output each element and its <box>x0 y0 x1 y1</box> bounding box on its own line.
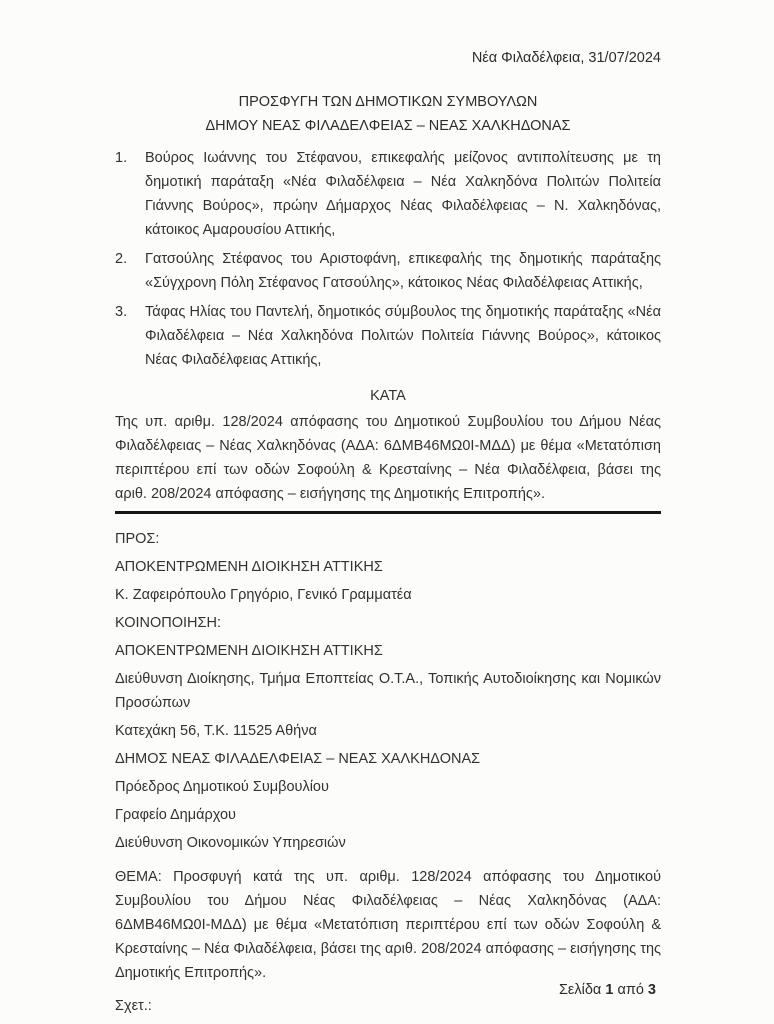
recipient-line-notification: ΚΟΙΝΟΠΟΙΗΣΗ: <box>115 615 221 631</box>
footer-page-number: 1 <box>605 982 614 998</box>
recipient-line-municipality: ΔΗΜΟΣ ΝΕΑΣ ΦΙΛΑΔΕΛΦΕΙΑΣ – ΝΕΑΣ ΧΑΛΚΗΔΟΝΑΣ <box>115 751 481 767</box>
appellant-number: 2. <box>115 251 128 267</box>
appellant-number: 3. <box>115 304 128 320</box>
appellant-text: Τάφας Ηλίας του Παντελή, δημοτικός σύμβουλος της δημοτικής παράταξης «Νέα Φιλαδέλφεια – Νέα Χαλκηδόνα Πολιτών Πολιτεία Γιάννης Βούρος», κάτοικος Νέας Φιλαδέλφειας Αττικής, <box>145 304 661 368</box>
kata-heading: ΚΑΤΑ <box>370 388 406 404</box>
subject-paragraph: ΘΕΜΑ: Προσφυγή κατά της υπ. αριθμ. 128/2024 απόφασης του Δημοτικού Συμβουλίου του Δήμου Νέας Φιλαδέλφειας – Νέας Χαλκηδόνας (ΑΔΑ: 6ΔΜΒ46ΜΩ0Ι-ΜΔΔ) με θέμα «Μετατόπιση περιπτέρου επί των οδών Σοφούλη & Κρεσταίνης – Νέα Φιλαδέλφεια, βάσει της αριθ. 208/2024 απόφασης – εισήγησης της Δημοτικής Επιτροπής». <box>115 869 661 981</box>
title-line-2: ΔΗΜΟΥ ΝΕΑΣ ΦΙΛΑΔΕΛΦΕΙΑΣ – ΝΕΑΣ ΧΑΛΚΗΔΟΝΑΣ <box>205 118 571 134</box>
recipients-block <box>115 523 661 855</box>
appellants-list <box>115 146 661 372</box>
recipient-line-financial-services: Διεύθυνση Οικονομικών Υπηρεσιών <box>115 835 346 851</box>
appellant-number: 1. <box>115 150 128 166</box>
recipient-line-council-president: Πρόεδρος Δημοτικού Συμβουλίου <box>115 779 329 795</box>
date-line: Νέα Φιλαδέλφεια, 31/07/2024 <box>471 50 661 66</box>
appellant-item-2 <box>115 247 661 295</box>
recipient-line-pros: ΠΡΟΣ: <box>115 531 160 547</box>
reference-label: Σχετ.: <box>115 998 152 1014</box>
page-footer <box>559 978 656 1002</box>
kata-paragraph: Της υπ. αριθμ. 128/2024 απόφασης του Δημοτικού Συμβουλίου του Δήμου Νέας Φιλαδέλφειας – Νέας Χαλκηδόνας (ΑΔΑ: 6ΔΜΒ46ΜΩ0Ι-ΜΔΔ) με θέμα «Μετατόπιση περιπτέρου επί των οδών Σοφούλη & Κρεσταίνης – Νέα Φιλαδέλφεια, βάσει της αριθ. 208/2024 απόφασης – εισήγησης της Δημοτικής Επιτροπής». <box>115 414 661 502</box>
horizontal-rule <box>115 511 661 514</box>
document-title <box>115 90 661 138</box>
appellant-text: Βούρος Ιωάννης του Στέφανου, επικεφαλής μείζονος αντιπολίτευσης με τη δημοτική παράταξη «Νέα Φιλαδέλφεια – Νέα Χαλκηδόνα Πολιτών Πολιτεία Γιάννης Βούρος», πρώην Δήμαρχος Νέας Φιλαδέλφειας – Ν. Χαλκηδόνας, κάτοικος Αμαρουσίου Αττικής, <box>145 150 661 238</box>
recipient-line-decentralized-admin-2: ΑΠΟΚΕΝΤΡΩΜΕΝΗ ΔΙΟΙΚΗΣΗ ΑΤΤΙΚΗΣ <box>115 643 383 659</box>
recipient-line-secretary-general: Κ. Ζαφειρόπουλο Γρηγόριο, Γενικό Γραμματέα <box>115 587 412 603</box>
appellant-item-1 <box>115 146 661 242</box>
appellant-item-3 <box>115 300 661 372</box>
footer-total-pages: 3 <box>647 982 656 998</box>
footer-of-word: από <box>617 982 644 998</box>
recipient-line-mayor-office: Γραφείο Δημάρχου <box>115 807 236 823</box>
recipient-line-address: Κατεχάκη 56, Τ.Κ. 11525 Αθήνα <box>115 723 317 739</box>
recipient-line-decentralized-admin: ΑΠΟΚΕΝΤΡΩΜΕΝΗ ΔΙΟΙΚΗΣΗ ΑΤΤΙΚΗΣ <box>115 559 383 575</box>
appellant-text: Γατσούλης Στέφανος του Αριστοφάνη, επικεφαλής της δημοτικής παράταξης «Σύγχρονη Πόλη Στέφανος Γατσούλης», κάτοικος Νέας Φιλαδέλφειας Αττικής, <box>145 251 661 291</box>
footer-page-word: Σελίδα <box>558 982 602 998</box>
title-line-1: ΠΡΟΣΦΥΓΗ ΤΩΝ ΔΗΜΟΤΙΚΩΝ ΣΥΜΒΟΥΛΩΝ <box>238 94 538 110</box>
recipient-line-directorate-ota: Διεύθυνση Διοίκησης, Τμήμα Εποπτείας Ο.Τ.Α., Τοπικής Αυτοδιοίκησης και Νομικών Προσώπων <box>115 671 661 711</box>
